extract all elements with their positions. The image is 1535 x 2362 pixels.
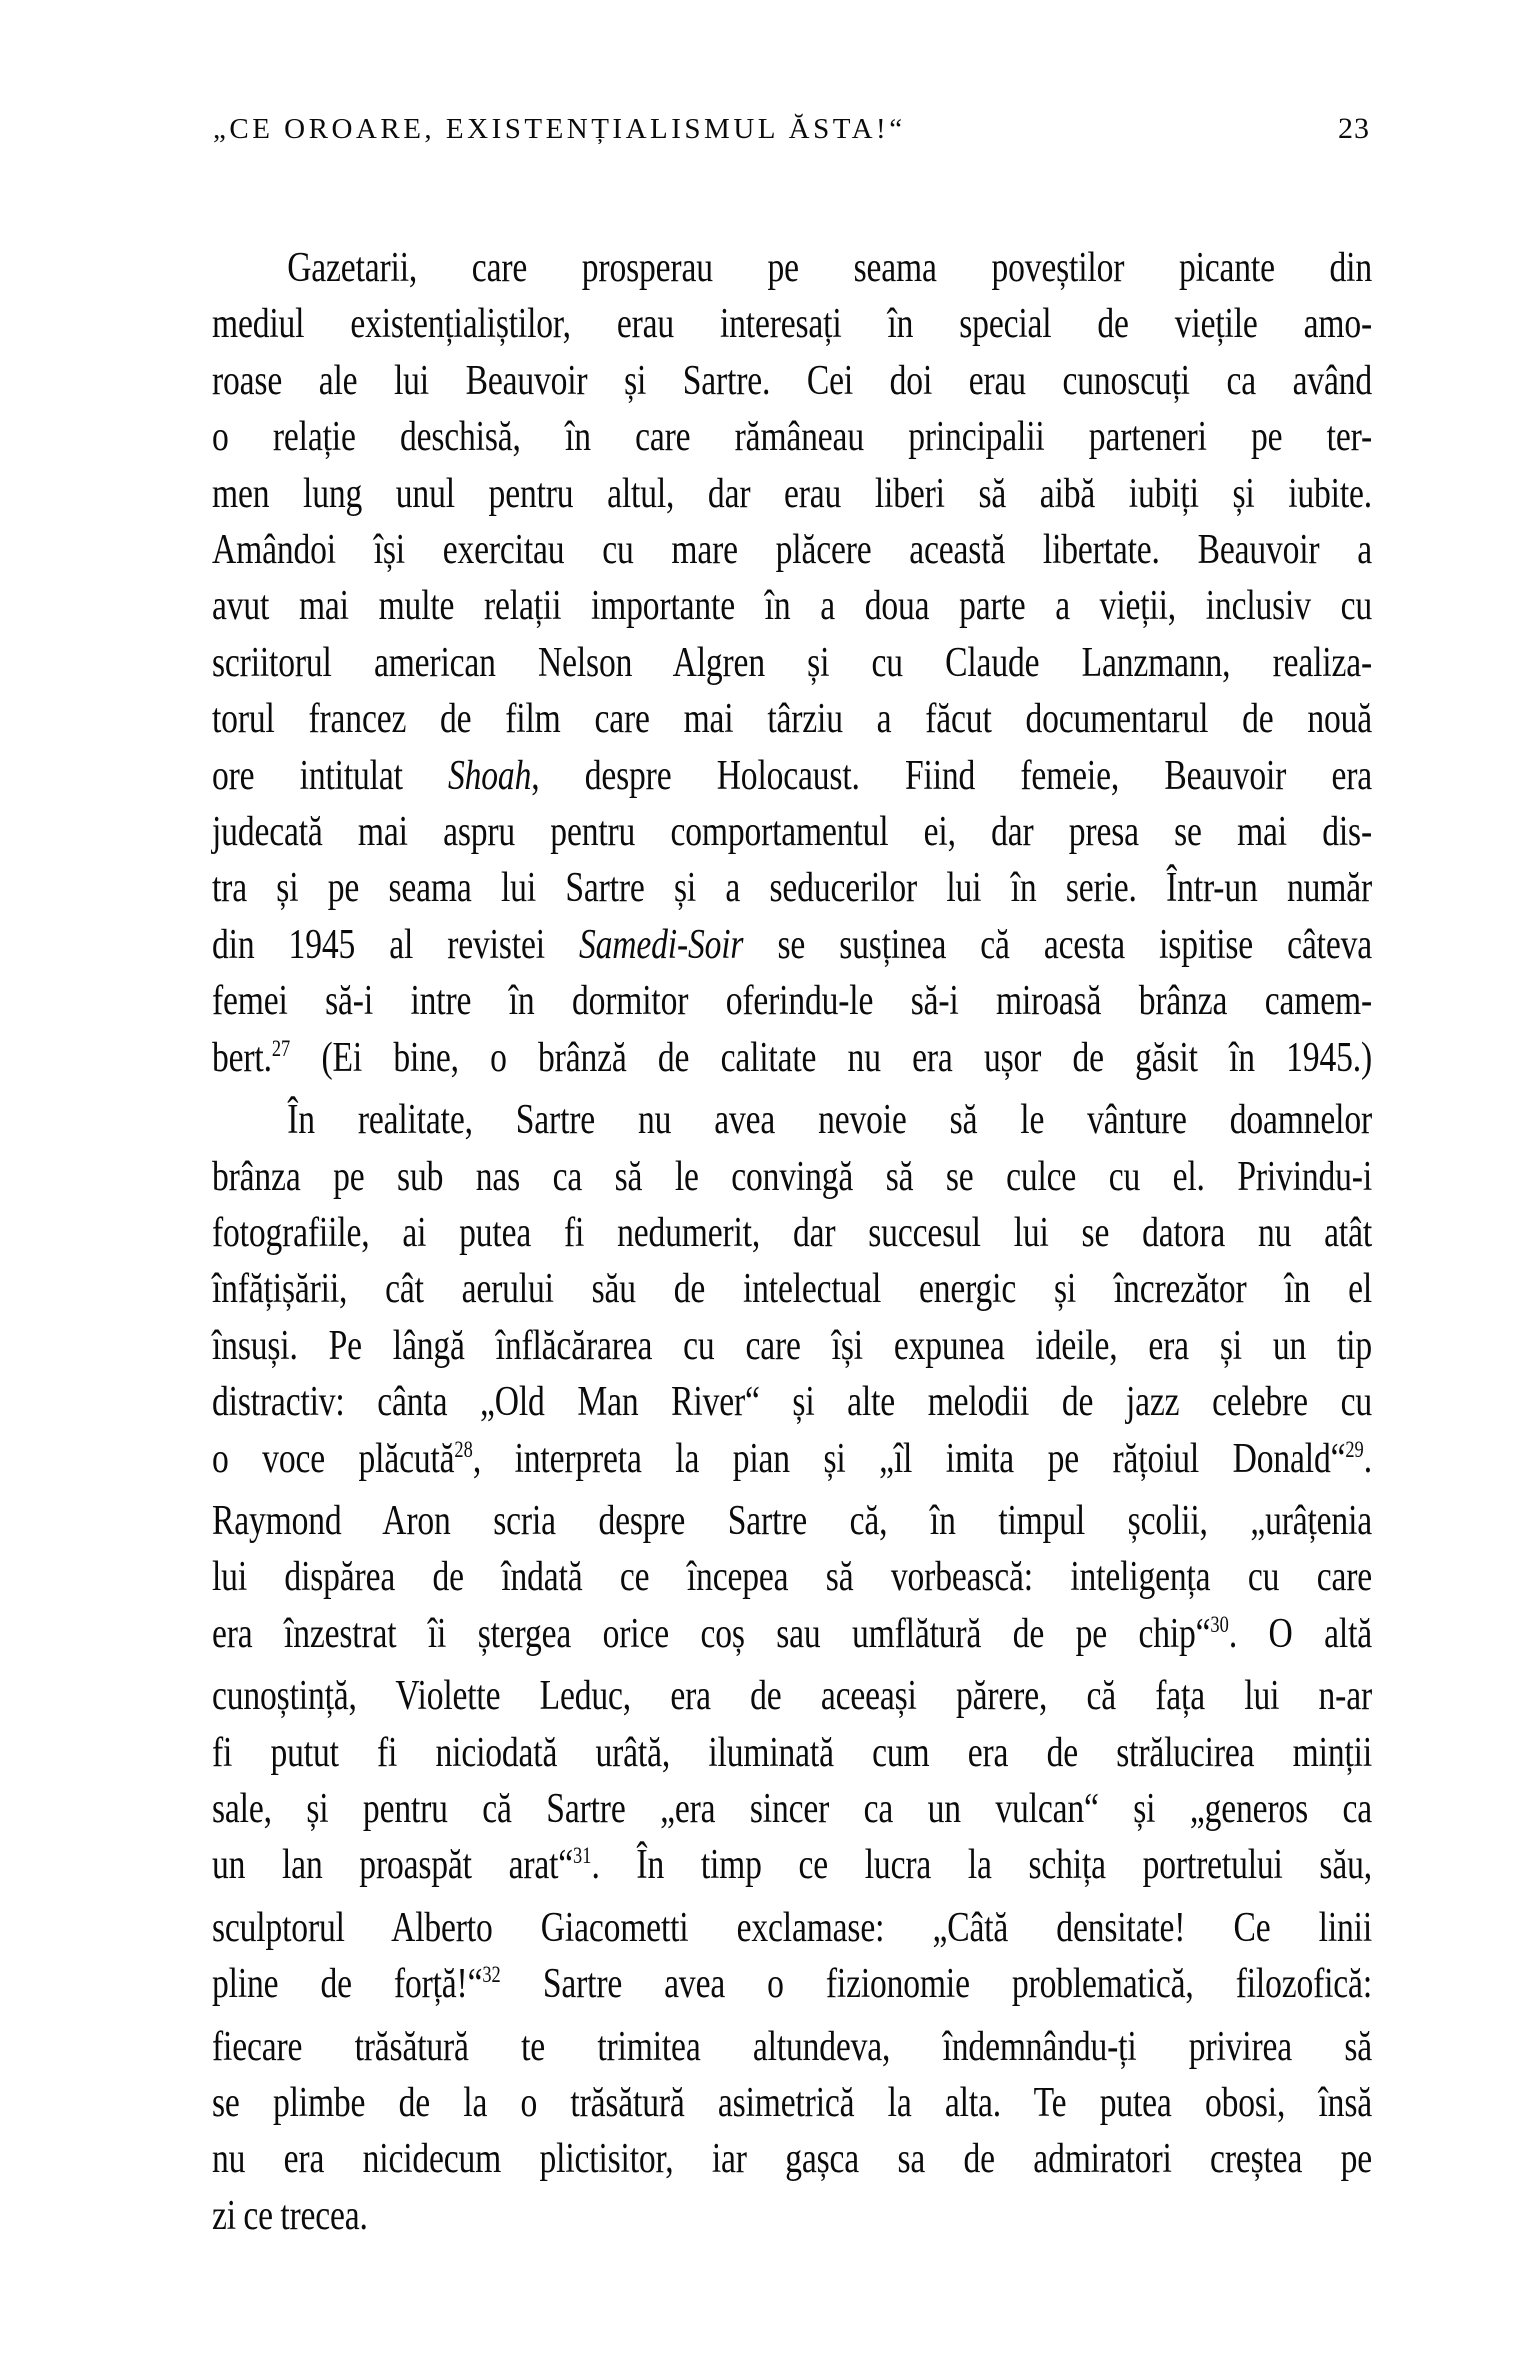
text-line: se plimbe de la o trăsătură asimetrică la alta. Te putea obosi, însă — [212, 2080, 1372, 2126]
text-line: men lung unul pentru altul, dar erau liberi să aibă iubiți și iubite. — [212, 470, 1372, 517]
text-line: cunoștință, Violette Leduc, era de aceeași părere, că fața lui n-ar — [212, 1673, 1372, 1720]
text-line: torul francez de film care mai târziu a făcut documentarul de nouă — [212, 696, 1372, 743]
text-line: lui dispărea de îndată ce începea să vorbească: inteligența cu care — [212, 1554, 1372, 1601]
text-line: mediul existențialiștilor, erau interesați în special de viețile amo- — [212, 301, 1372, 348]
footnote-reference: 32 — [482, 1962, 501, 1988]
text-line: distractiv: cânta „Old Man River“ și alte melodii de jazz celebre cu — [212, 1379, 1372, 1426]
footnote-reference: 30 — [1210, 1611, 1229, 1637]
footnote-reference: 29 — [1345, 1436, 1364, 1462]
running-header — [213, 112, 1370, 146]
text-line: fotografiile, ai putea fi nedumerit, dar succesul lui se datora nu atât — [212, 1209, 1372, 1256]
text-line: fi putut fi niciodată urâtă, iluminată cum era de strălucirea minții — [212, 1729, 1372, 1776]
text-line: În realitate, Sartre nu avea nevoie să le vânture doamnelor — [287, 1097, 1373, 1144]
text-line: ore intitulat Shoah, despre Holocaust. Fiind femeie, Beauvoir era — [212, 752, 1372, 799]
text-line: Amândoi își exercitau cu mare plăcere această libertate. Beauvoir a — [212, 527, 1372, 574]
text-line: din 1945 al revistei Samedi-Soir se susținea că acesta ispitise câteva — [212, 921, 1372, 968]
page-number: 23 — [1338, 112, 1370, 145]
text-line: nu era nicidecum plictisitor, iar gașca sa de admiratori creștea pe — [212, 2136, 1372, 2183]
text-line: tra și pe seama lui Sartre și a seducerilor lui în serie. Într-un număr — [212, 865, 1372, 912]
text-line: înfățișării, cât aerului său de intelectual energic și încrezător în el — [212, 1266, 1372, 1313]
text-line: un lan proaspăt arat“$^{31}$. În timp ce lucra la schița portretului său, — [212, 1842, 1372, 1889]
footnote-reference: 31 — [573, 1843, 592, 1869]
footnote-reference: 27 — [271, 1035, 291, 1061]
text-line: sculptorul Alberto Giacometti exclamase: „Câtă densitate! Ce linii — [212, 1904, 1372, 1951]
text-line: era înzestrat îi ștergea orice coș sau umflătură de pe chip“$^{30}$. O altă — [212, 1610, 1372, 1657]
text-line: o relație deschisă, în care rămâneau principalii parteneri pe ter- — [212, 414, 1372, 461]
text-line: zi ce trecea. — [212, 2192, 368, 2239]
text-line: avut mai multe relații importante în a doua parte a vieții, inclusiv cu — [212, 583, 1372, 630]
text-line: roase ale lui Beauvoir și Sartre. Cei doi erau cunoscuți ca având — [212, 357, 1372, 404]
text-line: femei să-i intre în dormitor oferindu-le să-i miroasă brânza camem- — [212, 978, 1372, 1025]
text-line: brânza pe sub nas ca să le convingă să se culce cu el. Privindu-i — [212, 1153, 1372, 1200]
text-line: sale, și pentru că Sartre „era sincer ca un vulcan“ și „generos ca — [212, 1785, 1372, 1832]
body-text — [212, 240, 1372, 2244]
text-line: bert.$^{27}$ (Ei bine, o brânză de calitate nu era ușor de găsit în 1945.) — [212, 1034, 1372, 1081]
text-line: Gazetarii, care prosperau pe seama poveștilor picante din — [287, 245, 1373, 291]
text-line: scriitorul american Nelson Algren și cu Claude Lanzmann, realiza- — [212, 639, 1372, 686]
text-line: o voce plăcută$^{28}$, interpreta la pian și „îl imita pe rățoiul Donald“$^{29}$. — [212, 1435, 1372, 1482]
text-line: fiecare trăsătură te trimitea altundeva, îndemnându-ți privirea să — [212, 2023, 1372, 2070]
text-line: pline de forță!“$^{32}$ Sartre avea o fizionomie problematică, filozofică: — [212, 1961, 1372, 2008]
footnote-reference: 28 — [454, 1436, 473, 1462]
chapter-title: „CE OROARE, EXISTENȚIALISMUL ĂSTA!“ — [213, 113, 906, 145]
text-line: Raymond Aron scria despre Sartre că, în timpul școlii, „urâțenia — [212, 1497, 1372, 1544]
text-line: judecată mai aspru pentru comportamentul ei, dar presa se mai dis- — [212, 809, 1372, 856]
text-line: însuși. Pe lângă înflăcărarea cu care își expunea ideile, era și un tip — [212, 1322, 1372, 1369]
